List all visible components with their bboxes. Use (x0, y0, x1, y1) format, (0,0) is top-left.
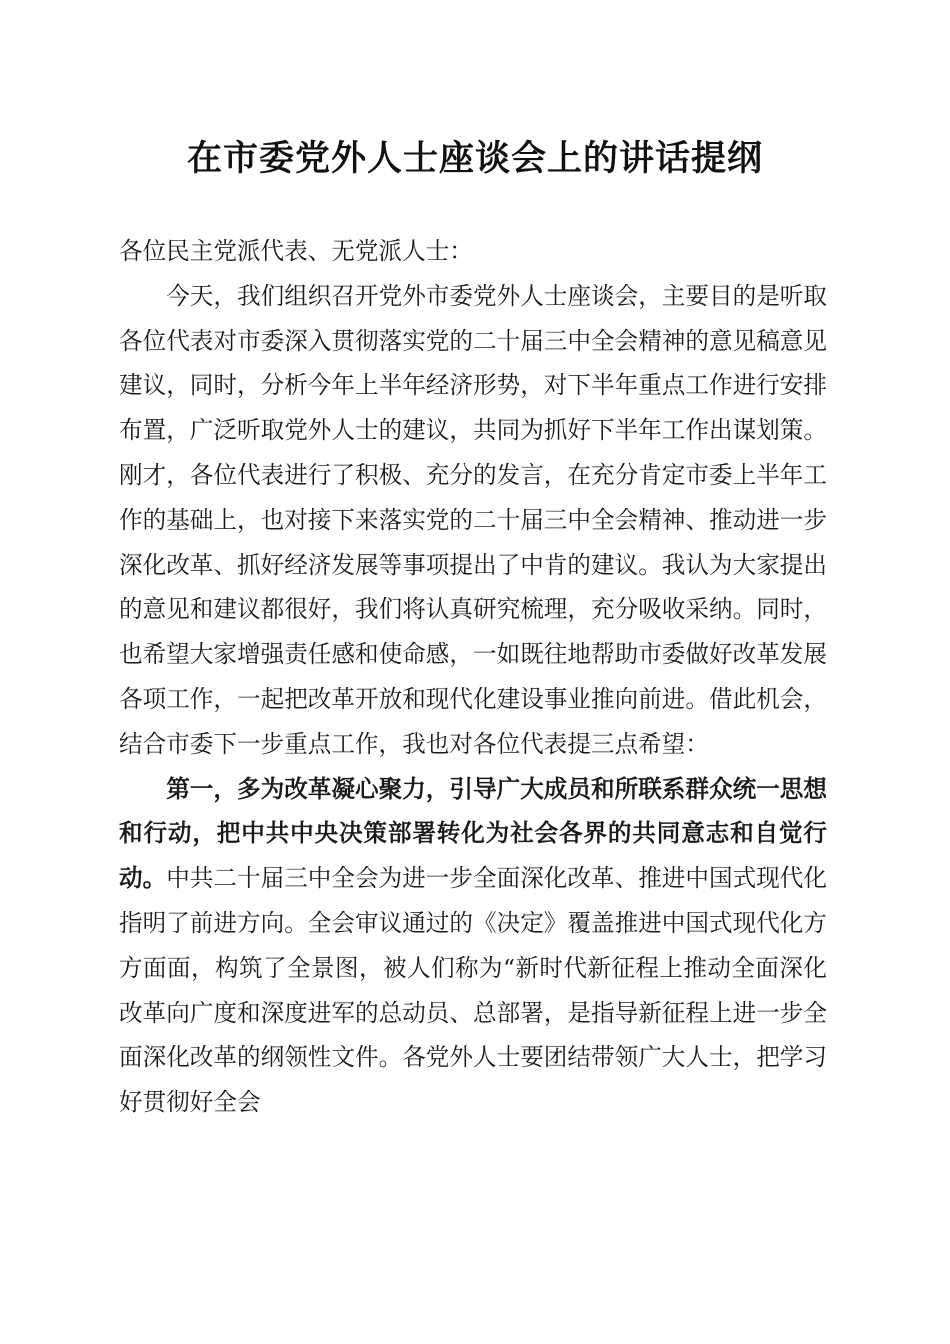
first-point-body: 中共二十届三中全会为进一步全面深化改革、推进中国式现代化指明了前进方向。全会审议通过的《决定》覆盖推进中国式现代化方方面面，构筑了全景图，被人们称为“新时代新征程上推动全面深化改革向广度和深度进军的总动员、总部署，是指导新征程上进一步全面深化改革的纲领性文件。各党外人士要团结带领广大人士，把学习好贯彻好全会 (119, 864, 828, 1117)
first-point-lead: 第一，多为改革凝心聚力，引导广大成员和所联系群众统一思想和行动，把中共中央决策部署转化为社会各界的共同意志和自觉行动。 (119, 774, 827, 893)
salutation: 各位民主党派代表、无党派人士： (119, 237, 473, 265)
paragraph-opening: 今天，我们组织召开党外市委党外人士座谈会，主要目的是听取各位代表对市委深入贯彻落实党的二十届三中全会精神的意见稿意见建议，同时，分析今年上半年经济形势，对下半年重点工作进行安排布置，广泛听取党外人士的建议，共同为抓好下半年工作出谋划策。刚才，各位代表进行了积极、充分的发言，在充分肯定市委上半年工作的基础上，也对接下来落实党的二十届三中全会精神、推动进一步深化改革、抓好经济发展等事项提出了中肯的建议。我认为大家提出的意见和建议都很好，我们将认真研究梳理，充分吸收采纳。同时，也希望大家增强责任感和使命感，一如既往地帮助市委做好改革发展各项工作，一起把改革开放和现代化建设事业推向前进。借此机会，结合市委下一步重点工作，我也对各位代表提三点希望： (119, 281, 827, 758)
paragraph-first-point (119, 767, 827, 1125)
page-title: 在市委党外人士座谈会上的讲话提纲 (186, 138, 763, 179)
document-body (119, 229, 827, 1125)
